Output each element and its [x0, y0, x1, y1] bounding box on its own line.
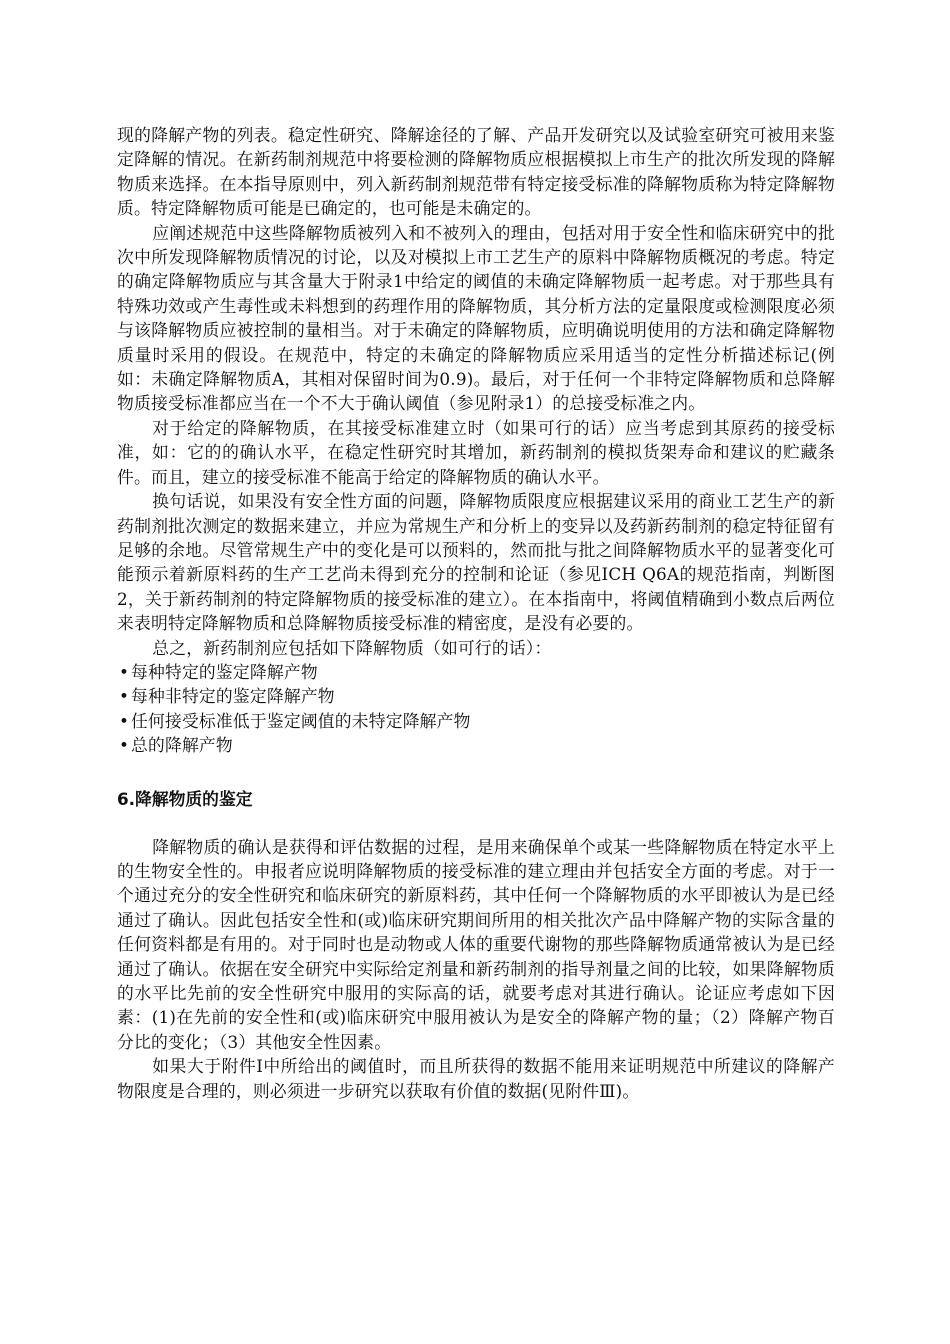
bullet-icon: • [119, 686, 130, 707]
list-item-text: 每种特定的鉴定降解产物 [131, 661, 318, 682]
document-page [117, 123, 835, 1103]
paragraph-acceptance-criteria: 对于给定的降解物质，在其接受标准建立时（如果可行的话）应当考虑到其原药的接受标准，如：它的的确认水平，在稳定性研究时其增加，新药制剂的模拟货架寿命和建议的贮藏条件。而且，建立的接受标准不能高于给定的降解物质的确认水平。 [117, 417, 835, 487]
paragraph-qualification: 降解物质的确认是获得和评估数据的过程，是用来确保单个或某一些降解物质在特定水平上的生物安全性的。申报者应说明降解物质的接受标准的建立理由并包括安全方面的考虑。对于一个通过充分的安全性研究和临床研究的新原料药，其中任何一个降解物质的水平即被认为是已经通过了确认。因此包括安全性和(或)临床研究期间所用的相关批次产品中降解产物的实际含量的任何资料都是有用的。对于同时也是动物或人体的重要代谢物的那些降解物质通常被认为是已经通过了确认。依据在安全研究中实际给定剂量和新药制剂的指导剂量之间的比较，如果降解物质的水平比先前的安全性研究中服用的实际高的话，就要考虑对其进行确认。论证应考虑如下因素：(1)在先前的安全性和(或)临床研究中服用被认为是安全的降解产物的量；（2）降解产物百分比的变化；（3）其他安全性因素。 [117, 836, 835, 1052]
list-item [117, 660, 835, 684]
list-item [117, 684, 835, 708]
bullet-icon: • [119, 735, 130, 756]
paragraph-specification-rationale: 应阐述规范中这些降解物质被列入和不被列入的理由，包括对用于安全性和临床研究中的批次中所发现降解物质情况的讨论，以及对模拟上市工艺生产的原料中降解物质概况的考虑。特定的确定降解物质应与其含量大于附录1中给定的阈值的未确定降解物质一起考虑。对于那些具有特殊功效或产生毒性或未料想到的药理作用的降解物质，其分析方法的定量限度或检测限度必须与该降解物质应被控制的量相当。对于未确定的降解物质，应明确说明使用的方法和确定降解物质量时采用的假设。在规范中，特定的未确定的降解物质应采用适当的定性分析描述标记(例如：未确定降解物质A，其相对保留时间为0.9)。最后，对于任何一个非特定降解物质和总降解物质接受标准都应当在一个不大于确认阈值（参见附录1）的总接受标准之内。 [117, 222, 835, 414]
list-item-text: 总的降解产物 [131, 735, 233, 756]
section-heading: 6.降解物质的鉴定 [117, 788, 253, 809]
list-item-text: 每种非特定的鉴定降解产物 [131, 686, 335, 707]
list-item-text: 任何接受标准低于鉴定阈值的未特定降解产物 [131, 710, 471, 731]
paragraph-limits-safety: 换句话说，如果没有安全性方面的问题，降解物质限度应根据建议采用的商业工艺生产的新药制剂批次测定的数据来建立，并应为常规生产和分析上的变异以及药新药制剂的稳定特征留有足够的余地。尽管常规生产中的变化是可以预料的，然而批与批之间降解物质水平的显著变化可能预示着新原料药的生产工艺尚未得到充分的控制和论证（参见ICH Q6A的规范指南，判断图2，关于新药制剂的特定降解物质的接受标准的建立）。在本指南中，将阈值精确到小数点后两位来表明特定降解物质和总降解物质接受标准的精密度，是没有必要的。 [117, 491, 835, 634]
list-item [117, 709, 835, 733]
paragraph-further-study: 如果大于附件Ⅰ中所给出的阈值时，而且所获得的数据不能用来证明规范中所建议的降解产物限度是合理的，则必须进一步研究以获取有价值的数据(见附件Ⅲ)。 [117, 1056, 835, 1101]
bullet-icon: • [119, 661, 130, 682]
bullet-icon: • [119, 710, 130, 731]
paragraph-summary-intro: 总之，新药制剂应包括如下降解物质（如可行的话）： [152, 637, 552, 658]
list-item [117, 733, 835, 757]
paragraph-continued-list: 现的降解产物的列表。稳定性研究、降解途径的了解、产品开发研究以及试验室研究可被用来鉴定降解的情况。在新药制剂规范中将要检测的降解物质应根据模拟上市生产的批次所发现的降解物质来选择。在本指导原则中，列入新药制剂规范带有特定接受标准的降解物质称为特定降解物质。特定降解物质可能是已确定的，也可能是未确定的。 [117, 125, 835, 219]
degradation-product-list [117, 660, 835, 758]
